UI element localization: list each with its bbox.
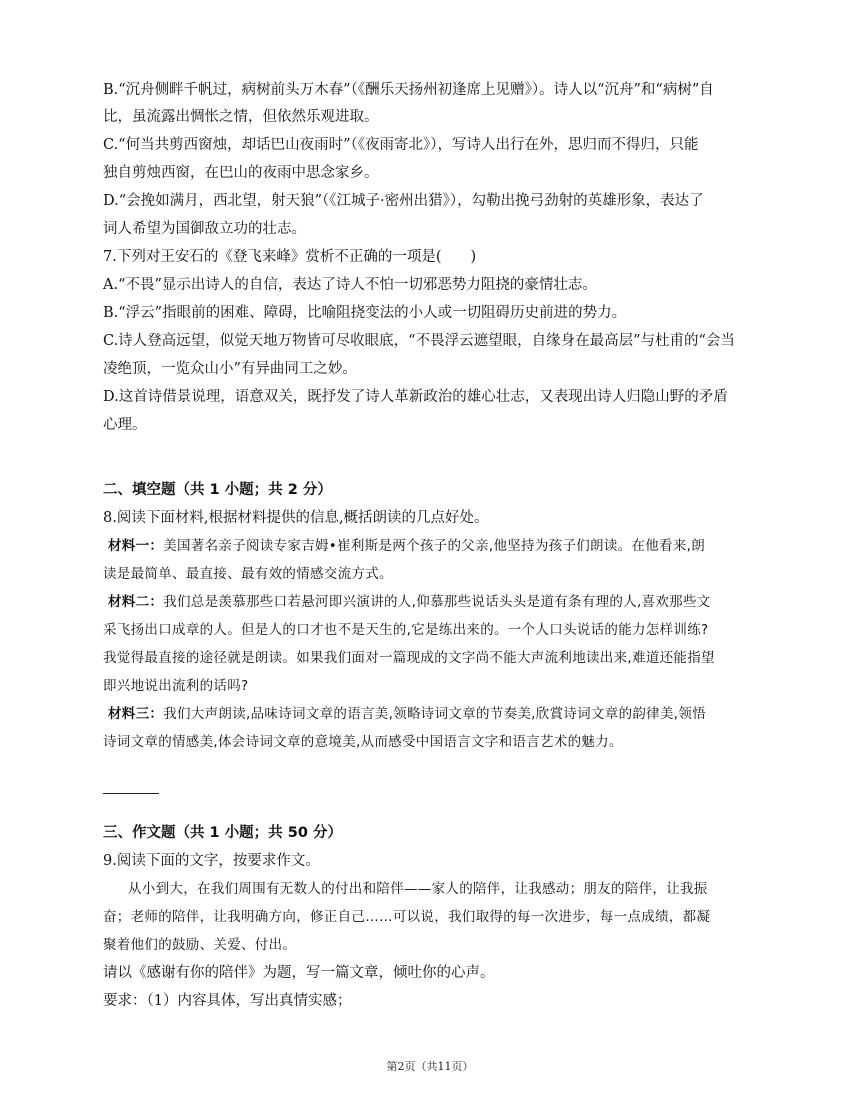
material1-line1 — [108, 536, 705, 556]
q6-option-d-line1: D.“会挽如满月，西北望，射天狼”（《江城子·密州出猎》），勾勒出挽弓劲射的英雄形象，表达了 — [103, 193, 704, 209]
section2-heading: 二、填空题（共 1 小题；共 2 分） — [103, 482, 332, 498]
material1-label: 材料一： — [108, 538, 164, 554]
q9-stem: 9.阅读下面的文字，按要求作文。 — [103, 853, 320, 869]
q6-option-b-line1: B.“沉舟侧畔千帆过，病树前头万木春”（《酬乐天扬州初逢席上见赠》）。诗人以“沉舟”和“病树”自 — [103, 82, 714, 98]
q6-option-b-line2: 比，虽流露出惆怅之情，但依然乐观进取。 — [103, 109, 379, 125]
essay-prompt-line1: 从小到大，在我们周围有无数人的付出和陪伴——家人的陪伴，让我感动；朋友的陪伴，让我振 — [128, 881, 708, 897]
q6-option-c-line2: 独自剪烛西窗，在巴山的夜雨中思念家乡。 — [103, 165, 379, 181]
q8-stem: 8.阅读下面材料,根据材料提供的信息,概括朗读的几点好处。 — [103, 510, 489, 526]
material3-line2: 诗词文章的情感美,体会诗词文章的意境美,从而感受中国语言文字和语言艺术的魅力。 — [103, 734, 623, 750]
material3-line1 — [108, 704, 706, 724]
material1-text: 美国著名亲子阅读专家吉姆•崔利斯是两个孩子的父亲,他坚持为孩子们朗读。在他看来,朗 — [163, 538, 706, 554]
q7-option-a: A.“不畏”显示出诗人的自信，表达了诗人不怕一切邪恶势力阻挠的豪情壮志。 — [103, 277, 597, 293]
q6-option-c-line1: C.“何当共剪西窗烛，却话巴山夜雨时”（《夜雨寄北》），写诗人出行在外，思归而不得归，只能 — [103, 137, 699, 153]
material2-line1 — [108, 592, 711, 612]
q7-stem: 7.下列对王安石的《登飞来峰》赏析不正确的一项是( ) — [103, 249, 477, 265]
essay-prompt-line3: 聚着他们的鼓励、关爱、付出。 — [103, 937, 297, 953]
material2-line4: 即兴地说出流利的话吗? — [103, 678, 249, 694]
essay-requirement: 要求：（1）内容具体，写出真情实感； — [103, 993, 352, 1009]
q7-option-d-line2: 心理。 — [103, 417, 147, 433]
page-footer: 第2页（共11页） — [386, 1060, 474, 1073]
q7-option-b: B.“浮云”指眼前的困难、障碍，比喻阻挠变法的小人或一切阻碍历史前进的势力。 — [103, 305, 627, 321]
material2-text: 我们总是羡慕那些口若悬河即兴演讲的人,仰慕那些说话头头是道有条有理的人,喜欢那些文 — [163, 594, 711, 610]
essay-task: 请以《感谢有你的陪伴》为题，写一篇文章，倾吐你的心声。 — [103, 965, 495, 981]
material3-text: 我们大声朗读,品味诗词文章的语言美,领略诗词文章的节奏美,欣賞诗词文章的韵律美,领悟 — [163, 706, 706, 722]
answer-blank-line — [103, 793, 159, 794]
material2-line3: 我觉得最直接的途径就是朗读。如果我们面对一篇现成的文字尚不能大声流利地读出来,难道还能指望 — [103, 650, 715, 666]
q6-option-d-line2: 词人希望为国御敌立功的壮志。 — [103, 221, 306, 237]
material1-line2: 读是最简单、最直接、最有效的情感交流方式。 — [103, 566, 393, 582]
material2-label: 材料二： — [108, 594, 164, 610]
material2-line2: 采飞扬出口成章的人。但是人的口才也不是天生的,它是练出来的。一个人口头说话的能力怎样训练? — [103, 622, 709, 638]
section3-heading: 三、作文题（共 1 小题；共 50 分） — [103, 825, 342, 841]
q7-option-c-line1: C.诗人登高远望，似觉天地万物皆可尽收眼底，“不畏浮云遮望眼，自缘身在最高层”与杜甫的“会当 — [103, 333, 735, 349]
material3-label: 材料三： — [108, 706, 164, 722]
q7-option-d-line1: D.这首诗借景说理，语意双关，既抒发了诗人革新政治的雄心壮志，又表现出诗人归隐山野的矛盾 — [103, 389, 728, 405]
essay-prompt-line2: 奋；老师的陪伴，让我明确方向，修正自己……可以说，我们取得的每一次进步，每一点成绩，都凝 — [103, 909, 711, 925]
q7-option-c-line2: 凌绝顶，一览众山小”有异曲同工之妙。 — [103, 361, 357, 377]
